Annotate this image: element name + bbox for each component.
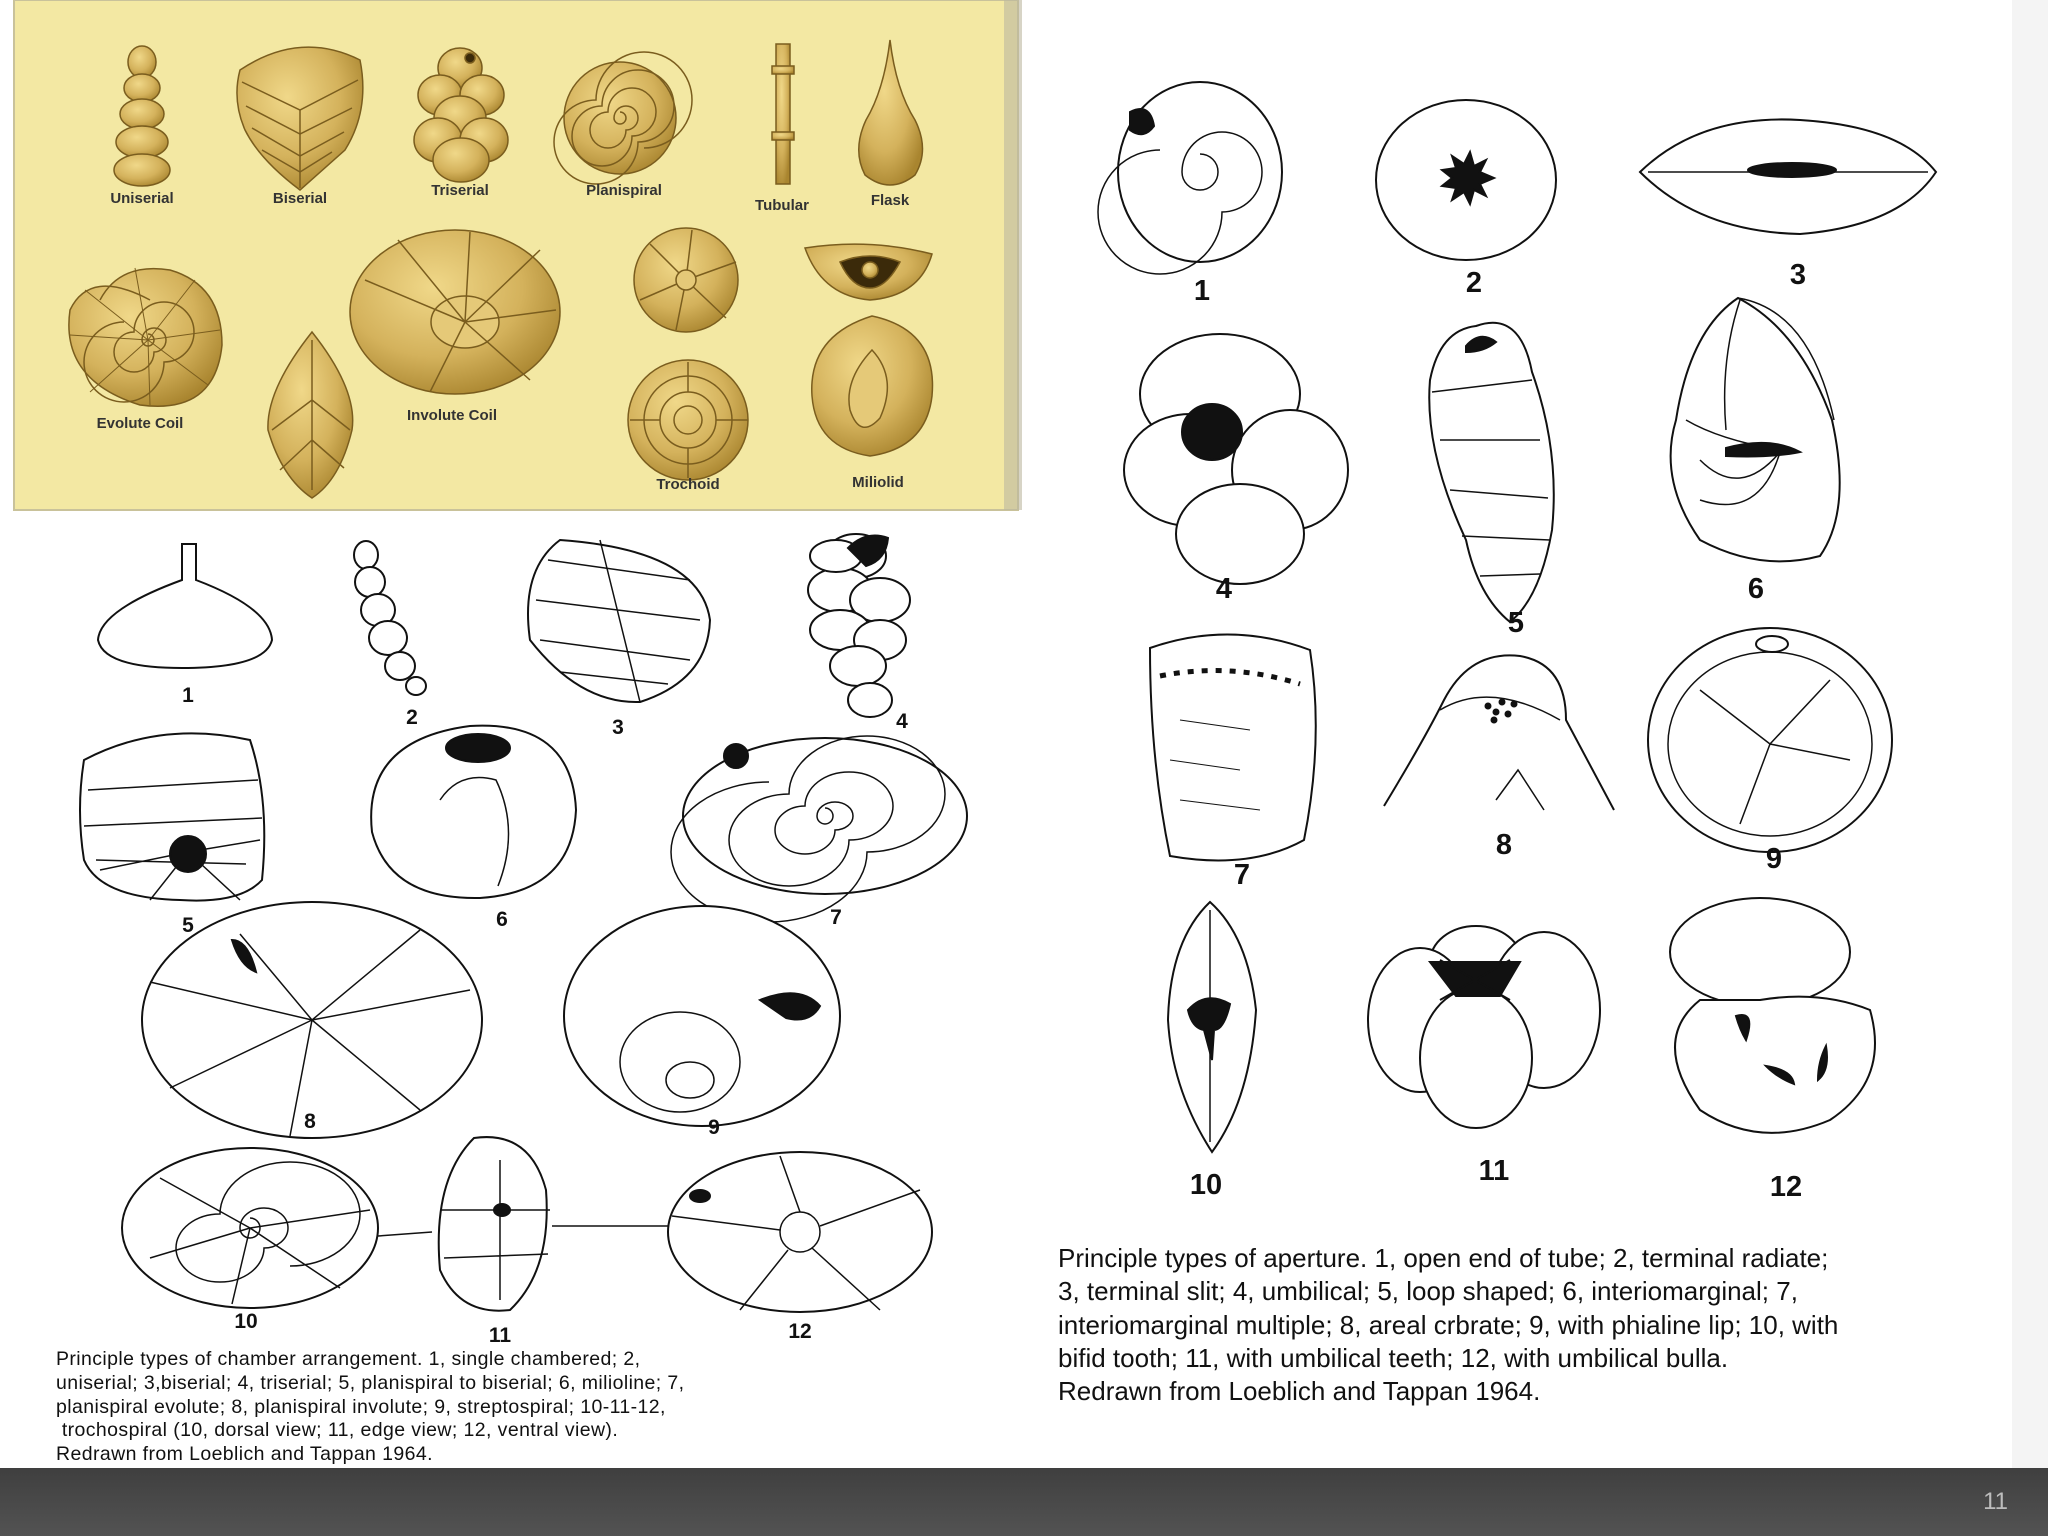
involute-coil-shell-icon: [350, 230, 560, 394]
aperture-number-6: 6: [1747, 573, 1765, 605]
chamber-figure-10: [122, 1148, 378, 1308]
chamber-figure-12: [668, 1152, 932, 1312]
shell-forms-panel: [14, 0, 1022, 510]
label-uniserial: Uniserial: [110, 190, 174, 207]
label-flask: Flask: [870, 192, 910, 209]
chamber-number-10: 10: [234, 1310, 258, 1333]
aperture-number-2: 2: [1465, 267, 1483, 299]
label-miliolid: Miliolid: [852, 474, 904, 491]
aperture-number-5: 5: [1507, 607, 1525, 639]
chamber-number-5: 5: [182, 914, 194, 937]
chamber-caption-line: Redrawn from Loeblich and Tappan 1964.: [56, 1443, 433, 1466]
aperture-number-1: 1: [1193, 275, 1211, 307]
aperture-number-3: 3: [1789, 259, 1807, 291]
slide-page-number: 11: [1983, 1488, 2008, 1515]
chamber-figure-9: [564, 906, 840, 1126]
chamber-arrangement-caption: [56, 1348, 1016, 1467]
aperture-caption-line: Principle types of aperture. 1, open end of tube; 2, terminal radiate;: [1058, 1243, 1829, 1273]
chamber-number-8: 8: [304, 1110, 316, 1133]
aperture-number-12: 12: [1769, 1171, 1803, 1203]
label-trochoid: Trochoid: [656, 476, 720, 493]
aperture-figure-9: [1648, 628, 1892, 852]
aperture-number-8: 8: [1495, 829, 1513, 861]
aperture-types-caption: [1058, 1242, 1978, 1408]
chamber-caption-line: planispiral evolute; 8, planispiral involute; 9, streptospiral; 10-11-12,: [56, 1395, 666, 1418]
aperture-number-11: 11: [1478, 1155, 1510, 1187]
chamber-figure-8: [142, 902, 482, 1138]
aperture-caption-line: 3, terminal slit; 4, umbilical; 5, loop shaped; 6, interiomarginal; 7,: [1058, 1276, 1798, 1307]
label-planispiral: Planispiral: [586, 182, 662, 199]
aperture-figure-7: [1150, 634, 1316, 860]
label-triserial: Triserial: [431, 182, 489, 199]
label-involute-coil: Involute Coil: [407, 407, 497, 424]
aperture-number-4: 4: [1215, 573, 1233, 605]
evolute-coil-shell-icon: [69, 268, 222, 406]
label-biserial: Biserial: [272, 190, 328, 207]
chamber-figure-6: [371, 726, 576, 898]
aperture-number-9: 9: [1765, 843, 1783, 875]
chamber-number-12: 12: [788, 1320, 812, 1343]
label-evolute-coil: Evolute Coil: [96, 415, 184, 432]
chamber-number-11: 11: [488, 1324, 512, 1347]
aperture-figure-2: [1376, 100, 1556, 260]
aperture-caption-line: interiomarginal multiple; 8, areal crbrate; 9, with phialine lip; 10, with: [1058, 1309, 1839, 1340]
aperture-figure-12: [1670, 898, 1875, 1133]
aperture-caption-line: Redrawn from Loeblich and Tappan 1964.: [1058, 1376, 1541, 1407]
chamber-number-7: 7: [830, 906, 842, 929]
footer-band: [0, 1468, 2048, 1536]
tubular-shell-icon: [772, 44, 794, 184]
chamber-caption-line: Principle types of chamber arrangement. 1, single chambered; 2,: [56, 1348, 641, 1370]
chamber-number-1: 1: [182, 684, 194, 707]
chamber-number-9: 9: [708, 1116, 720, 1139]
chamber-caption-line: uniserial; 3,biserial; 4, triserial; 5, planispiral to biserial; 6, milioline; 7,: [56, 1371, 685, 1394]
chamber-caption-line: trochospiral (10, dorsal view; 11, edge view; 12, ventral view).: [56, 1419, 619, 1442]
chamber-number-2: 2: [406, 706, 418, 729]
label-tubular: Tubular: [755, 197, 809, 214]
chamber-number-4: 4: [896, 710, 908, 733]
chamber-number-3: 3: [612, 716, 624, 739]
chamber-figure-5: [80, 733, 264, 900]
aperture-caption-line: bifid tooth; 11, with umbilical teeth; 12, with umbilical bulla.: [1058, 1342, 1729, 1373]
chamber-number-6: 6: [496, 908, 508, 931]
aperture-number-7: 7: [1233, 859, 1251, 891]
aperture-number-10: 10: [1189, 1169, 1223, 1201]
miliolid-shell-icon: [805, 244, 933, 456]
